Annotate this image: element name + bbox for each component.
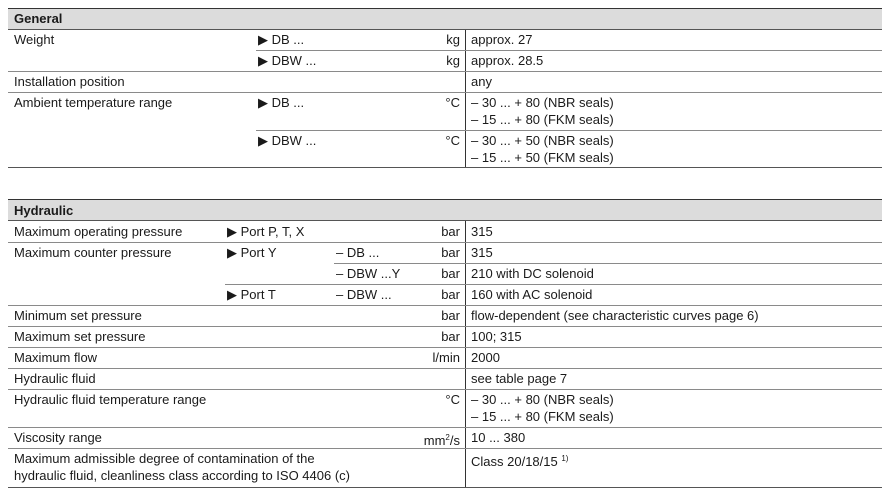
ambient-dbw-unit: °C xyxy=(445,133,460,148)
row-divider xyxy=(8,242,882,243)
ambient-dbw-value-1: – 30 ... + 50 (NBR seals) xyxy=(471,133,614,148)
max-op-port: ▶ Port P, T, X xyxy=(227,224,305,239)
max-set-unit: bar xyxy=(441,329,460,344)
row-divider xyxy=(256,50,882,51)
ambient-db-value-2: – 15 ... + 80 (FKM seals) xyxy=(471,112,614,127)
max-op-value: 315 xyxy=(471,224,493,239)
counter-port-t: ▶ Port T xyxy=(227,287,276,302)
row-divider xyxy=(8,368,882,369)
max-op-unit: bar xyxy=(441,224,460,239)
max-flow-unit: l/min xyxy=(432,350,460,365)
install-label: Installation position xyxy=(14,74,125,89)
weight-dbw-value: approx. 28.5 xyxy=(471,53,544,68)
ambient-db-value-1: – 30 ... + 80 (NBR seals) xyxy=(471,95,614,110)
counter-dbw-y: – DBW ...Y xyxy=(336,266,401,281)
fluid-temp-value-2: – 15 ... + 80 (FKM seals) xyxy=(471,409,614,424)
counter-db-value: 315 xyxy=(471,245,493,260)
row-divider xyxy=(8,448,882,449)
counter-dbw-unit: bar xyxy=(441,287,460,302)
row-divider xyxy=(334,263,882,264)
section-title: General xyxy=(14,11,63,26)
max-op-label: Maximum operating pressure xyxy=(14,224,183,239)
fluid-temp-label: Hydraulic fluid temperature range xyxy=(14,392,207,407)
fluid-value: see table page 7 xyxy=(471,371,568,386)
row-divider xyxy=(225,284,882,285)
row-divider xyxy=(8,71,882,72)
counter-db: – DB ... xyxy=(336,245,380,260)
weight-db: ▶ DB ... xyxy=(258,32,305,47)
min-set-label: Minimum set pressure xyxy=(14,308,142,323)
table-bottom-border xyxy=(8,487,882,488)
counter-dbw: – DBW ... xyxy=(336,287,392,302)
section-title: Hydraulic xyxy=(14,203,74,218)
row-divider xyxy=(8,92,882,93)
max-flow-label: Maximum flow xyxy=(14,350,98,365)
counter-port-y: ▶ Port Y xyxy=(227,245,277,260)
max-set-label: Maximum set pressure xyxy=(14,329,146,344)
viscosity-unit-tail: /s xyxy=(449,433,460,448)
viscosity-unit-base: mm xyxy=(423,433,446,448)
max-set-value: 100; 315 xyxy=(471,329,522,344)
counter-label: Maximum counter pressure xyxy=(14,245,172,260)
row-divider xyxy=(8,326,882,327)
viscosity-unit-sup: 2 xyxy=(445,433,450,442)
counter-dbw-value: 160 with AC solenoid xyxy=(471,287,593,302)
min-set-value: flow-dependent (see characteristic curves page 6) xyxy=(471,308,759,323)
row-divider xyxy=(8,305,882,306)
ambient-db: ▶ DB ... xyxy=(258,95,305,110)
viscosity-unit xyxy=(400,429,460,449)
row-divider xyxy=(8,427,882,428)
fluid-temp-unit: °C xyxy=(445,392,460,407)
fluid-label: Hydraulic fluid xyxy=(14,371,96,386)
fluid-temp-value-1: – 30 ... + 80 (NBR seals) xyxy=(471,392,614,407)
max-flow-value: 2000 xyxy=(471,350,500,365)
viscosity-value: 10 ... 380 xyxy=(471,430,526,445)
footnote-ref: 1) xyxy=(561,454,569,463)
weight-db-value: approx. 27 xyxy=(471,32,533,47)
section-header-general xyxy=(8,8,882,30)
counter-dbw-y-unit: bar xyxy=(441,266,460,281)
contam-label-line-2: hydraulic fluid, cleanliness class according to ISO 4406 (c) xyxy=(14,468,350,483)
viscosity-label: Viscosity range xyxy=(14,430,102,445)
contam-label-line-1: Maximum admissible degree of contamination of the xyxy=(14,451,315,466)
row-divider xyxy=(8,389,882,390)
row-divider xyxy=(256,130,882,131)
contam-value xyxy=(471,450,568,470)
counter-db-unit: bar xyxy=(441,245,460,260)
min-set-unit: bar xyxy=(441,308,460,323)
ambient-db-unit: °C xyxy=(445,95,460,110)
ambient-dbw: ▶ DBW ... xyxy=(258,133,317,148)
weight-db-unit: kg xyxy=(446,32,460,47)
ambient-label: Ambient temperature range xyxy=(14,95,173,110)
counter-dbw-y-value: 210 with DC solenoid xyxy=(471,266,594,281)
ambient-dbw-value-2: – 15 ... + 50 (FKM seals) xyxy=(471,150,614,165)
row-divider xyxy=(8,347,882,348)
section-header-hydraulic xyxy=(8,199,882,221)
weight-label: Weight xyxy=(14,32,55,47)
weight-dbw: ▶ DBW ... xyxy=(258,53,317,68)
install-value: any xyxy=(471,74,492,89)
contam-value-text: Class 20/18/15 xyxy=(471,454,558,469)
row-divider xyxy=(8,167,882,168)
weight-dbw-unit: kg xyxy=(446,53,460,68)
